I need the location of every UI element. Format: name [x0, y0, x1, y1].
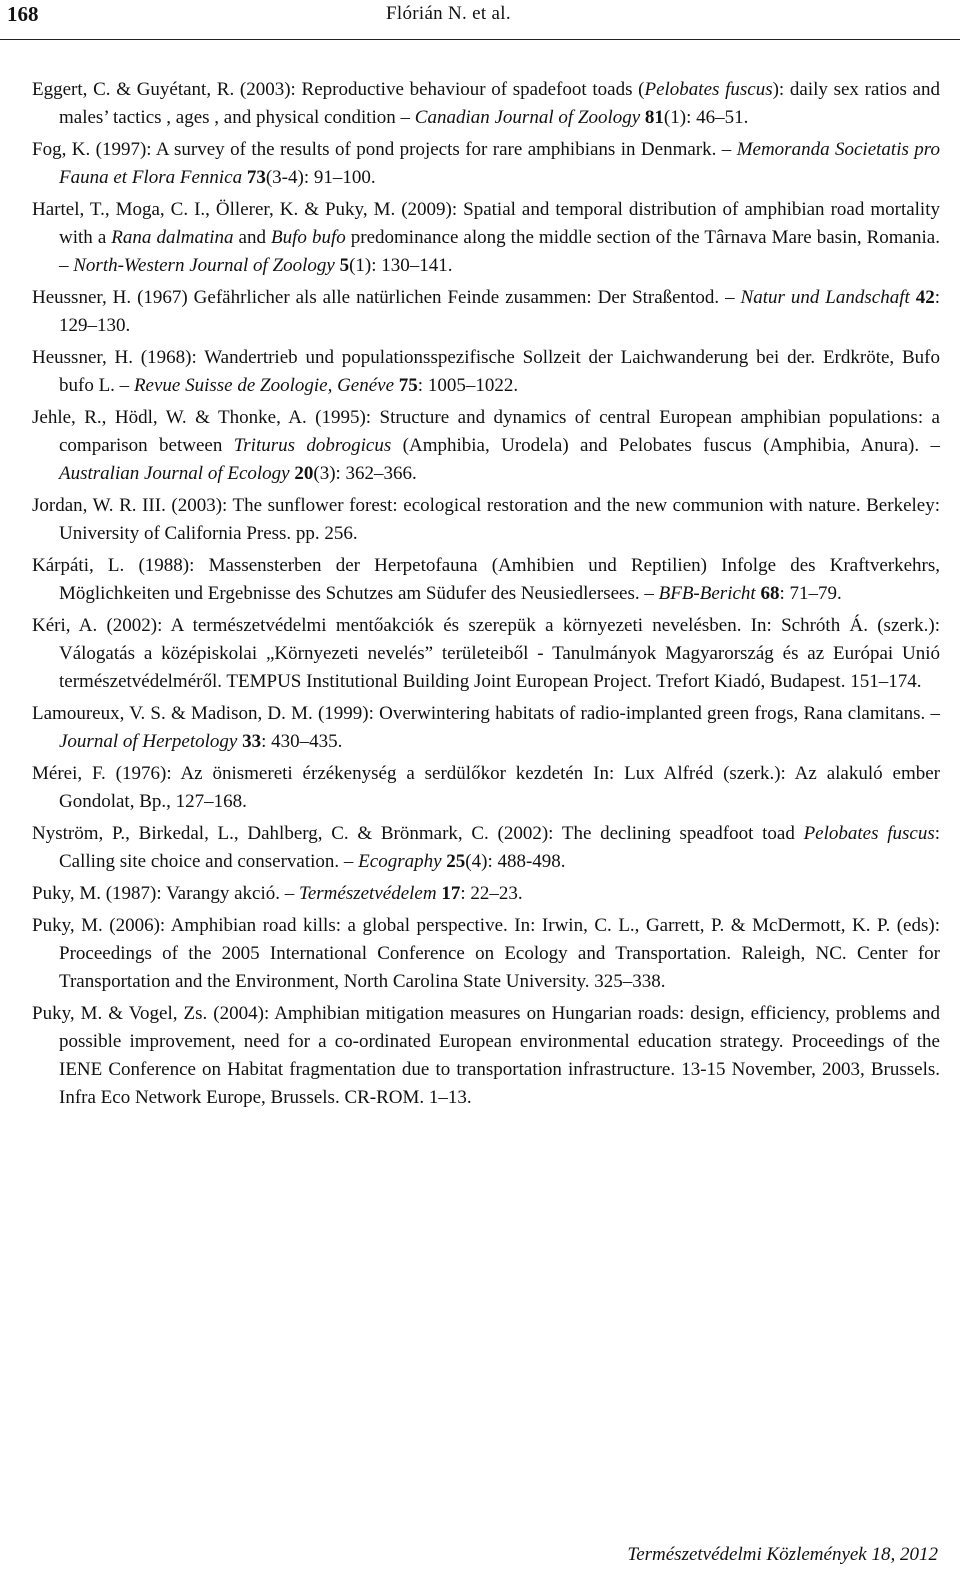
reference-entry — [32, 76, 940, 132]
reference-entry — [32, 404, 940, 488]
reference-volume: 75 — [398, 375, 418, 396]
reference-entry — [32, 1000, 940, 1112]
reference-italic-text: Australian Journal of Ecology — [59, 463, 290, 484]
reference-entry — [32, 552, 940, 608]
reference-text: Puky, M. (1987): Varangy akció. – — [32, 883, 300, 904]
reference-italic-text: Természetvédelem — [299, 883, 437, 904]
reference-text: (3): 362–366. — [313, 463, 417, 484]
reference-text: (1): 130–141. — [349, 255, 453, 276]
reference-text: Puky, M. (2006): Amphibian road kills: a global perspective. In: Irwin, C. L., Garrett, P. & McDermott, K. P. (eds): Proceedings of the 2005 International Conference on Ecology and Transportation. Raleigh, NC. Center for Transportation and the Environment, North Carolina State University. 325–338. — [32, 915, 940, 992]
running-head: Flórián N. et al. — [386, 3, 511, 24]
page-header — [0, 0, 960, 40]
reference-entry — [32, 880, 940, 908]
reference-text: Heussner, H. (1968): Wandertrieb und populationsspezifische Sollzeit der Laichwanderung bei der. Erdkröte, Bufo bufo L. – — [32, 347, 940, 396]
journal-footer: Természetvédelmi Közlemények 18, 2012 — [627, 1544, 938, 1565]
reference-text: (4): 488-498. — [465, 851, 566, 872]
reference-volume: 5 — [339, 255, 350, 276]
reference-entry — [32, 284, 940, 340]
reference-text: Jehle, R., Hödl, W. & Thonke, A. (1995): Structure and dynamics of central European amphibian populations: a comparison between — [32, 407, 940, 456]
reference-text: : 22–23. — [460, 883, 523, 904]
reference-text: (3-4): 91–100. — [265, 167, 376, 188]
reference-volume: 73 — [246, 167, 266, 188]
reference-text: Kárpáti, L. (1988): Massensterben der Herpetofauna (Amhibien und Reptilien) Infolge des Kraftverkehrs, Möglichkeiten und Ergebnisse des Schutzes am Südufer des Neusiedlersees. – — [32, 555, 940, 604]
reference-entry — [32, 612, 940, 696]
reference-text: : Calling site choice and conservation. – — [59, 823, 940, 872]
reference-volume: 20 — [294, 463, 314, 484]
reference-text: Heussner, H. (1967) Gefährlicher als alle natürlichen Feinde zusammen: Der Straßentod. – — [32, 287, 741, 308]
reference-italic-text: Journal of Herpetology — [59, 731, 238, 752]
reference-text: Eggert, C. & Guyétant, R. (2003): Reproductive behaviour of spadefoot toads ( — [32, 79, 645, 100]
reference-text: Jordan, W. R. III. (2003): The sunflower forest: ecological restoration and the new communion with nature. Berkeley: University of California Press. pp. 256. — [32, 495, 940, 544]
reference-text: : 129–130. — [59, 287, 941, 336]
reference-entry — [32, 700, 940, 756]
reference-text: ): daily sex ratios and males’ tactics , ages , and physical condition – — [59, 79, 940, 128]
reference-text: (1): 46–51. — [663, 107, 749, 128]
reference-italic-text: Bufo bufo — [271, 227, 346, 248]
reference-text: : 71–79. — [779, 583, 842, 604]
reference-text: Lamoureux, V. S. & Madison, D. M. (1999): Overwintering habitats of radio-implanted green frogs, Rana clamitans. – — [32, 703, 940, 724]
reference-italic-text: Rana dalmatina — [111, 227, 234, 248]
reference-entry — [32, 344, 940, 400]
reference-entry — [32, 912, 940, 996]
reference-volume: 42 — [915, 287, 935, 308]
reference-text: predominance along the middle section of the Târnava Mare basin, Romania. – — [59, 227, 940, 276]
reference-italic-text: BFB-Bericht — [658, 583, 756, 604]
reference-volume: 25 — [446, 851, 466, 872]
reference-italic-text: Memoranda Societatis pro Fauna et Flora Fennica — [59, 139, 940, 188]
reference-list — [32, 76, 940, 1116]
reference-italic-text: Canadian Journal of Zoology — [414, 107, 641, 128]
reference-italic-text: North-Western Journal of Zoology — [73, 255, 335, 276]
reference-text: (Amphibia, Urodela) and Pelobates fuscus (Amphibia, Anura). – — [391, 435, 940, 456]
reference-text: Fog, K. (1997): A survey of the results of pond projects for rare amphibians in Denmark. – — [32, 139, 737, 160]
reference-volume: 17 — [441, 883, 461, 904]
page-number: 168 — [7, 2, 39, 26]
reference-text: Kéri, A. (2002): A természetvédelmi mentőakciók és szerepük a környezeti nevelésben. In: Schróth Á. (szerk.): Válogatás a középiskolai „Környezeti nevelés” területeiből - Tanulmányok Magyarország és az Európai Unió természetvédelméről. TEMPUS Institutional Building Joint European Project. Trefort Kiadó, Budapest. 151–174. — [32, 615, 940, 692]
reference-entry — [32, 136, 940, 192]
reference-text: Mérei, F. (1976): Az önismereti érzékenység a serdülőkor kezdetén In: Lux Alfréd (szerk.): Az alakuló ember Gondolat, Bp., 127–168. — [32, 763, 940, 812]
reference-volume: 68 — [760, 583, 780, 604]
reference-text: and — [233, 227, 272, 248]
reference-volume: 33 — [242, 731, 262, 752]
reference-italic-text: Pelobates fuscus — [644, 79, 773, 100]
reference-italic-text: Triturus dobrogicus — [233, 435, 392, 456]
reference-text: Puky, M. & Vogel, Zs. (2004): Amphibian mitigation measures on Hungarian roads: design, efficiency, problems and possible improvement, need for a co-ordinated European environmental education strategy. Proceedings of the IENE Conference on Habitat fragmentation due to transportation infrastructure. 13-15 November, 2003, Brussels. Infra Eco Network Europe, Brussels. CR-ROM. 1–13. — [32, 1003, 940, 1108]
reference-italic-text: Ecography — [358, 851, 442, 872]
reference-italic-text: Revue Suisse de Zoologie, Genéve — [133, 375, 395, 396]
reference-italic-text: Pelobates fuscus — [803, 823, 935, 844]
reference-entry — [32, 820, 940, 876]
reference-text: Nyström, P., Birkedal, L., Dahlberg, C. & Brönmark, C. (2002): The declining speadfoot toad — [32, 823, 804, 844]
reference-entry — [32, 196, 940, 280]
reference-text: : 430–435. — [261, 731, 343, 752]
reference-text: Hartel, T., Moga, C. I., Öllerer, K. & Puky, M. (2009): Spatial and temporal distribution of amphibian road mortality with a — [32, 199, 940, 248]
reference-volume: 81 — [644, 107, 664, 128]
reference-entry — [32, 760, 940, 816]
reference-italic-text: Natur und Landschaft — [740, 287, 910, 308]
reference-entry — [32, 492, 940, 548]
reference-text: : 1005–1022. — [417, 375, 519, 396]
